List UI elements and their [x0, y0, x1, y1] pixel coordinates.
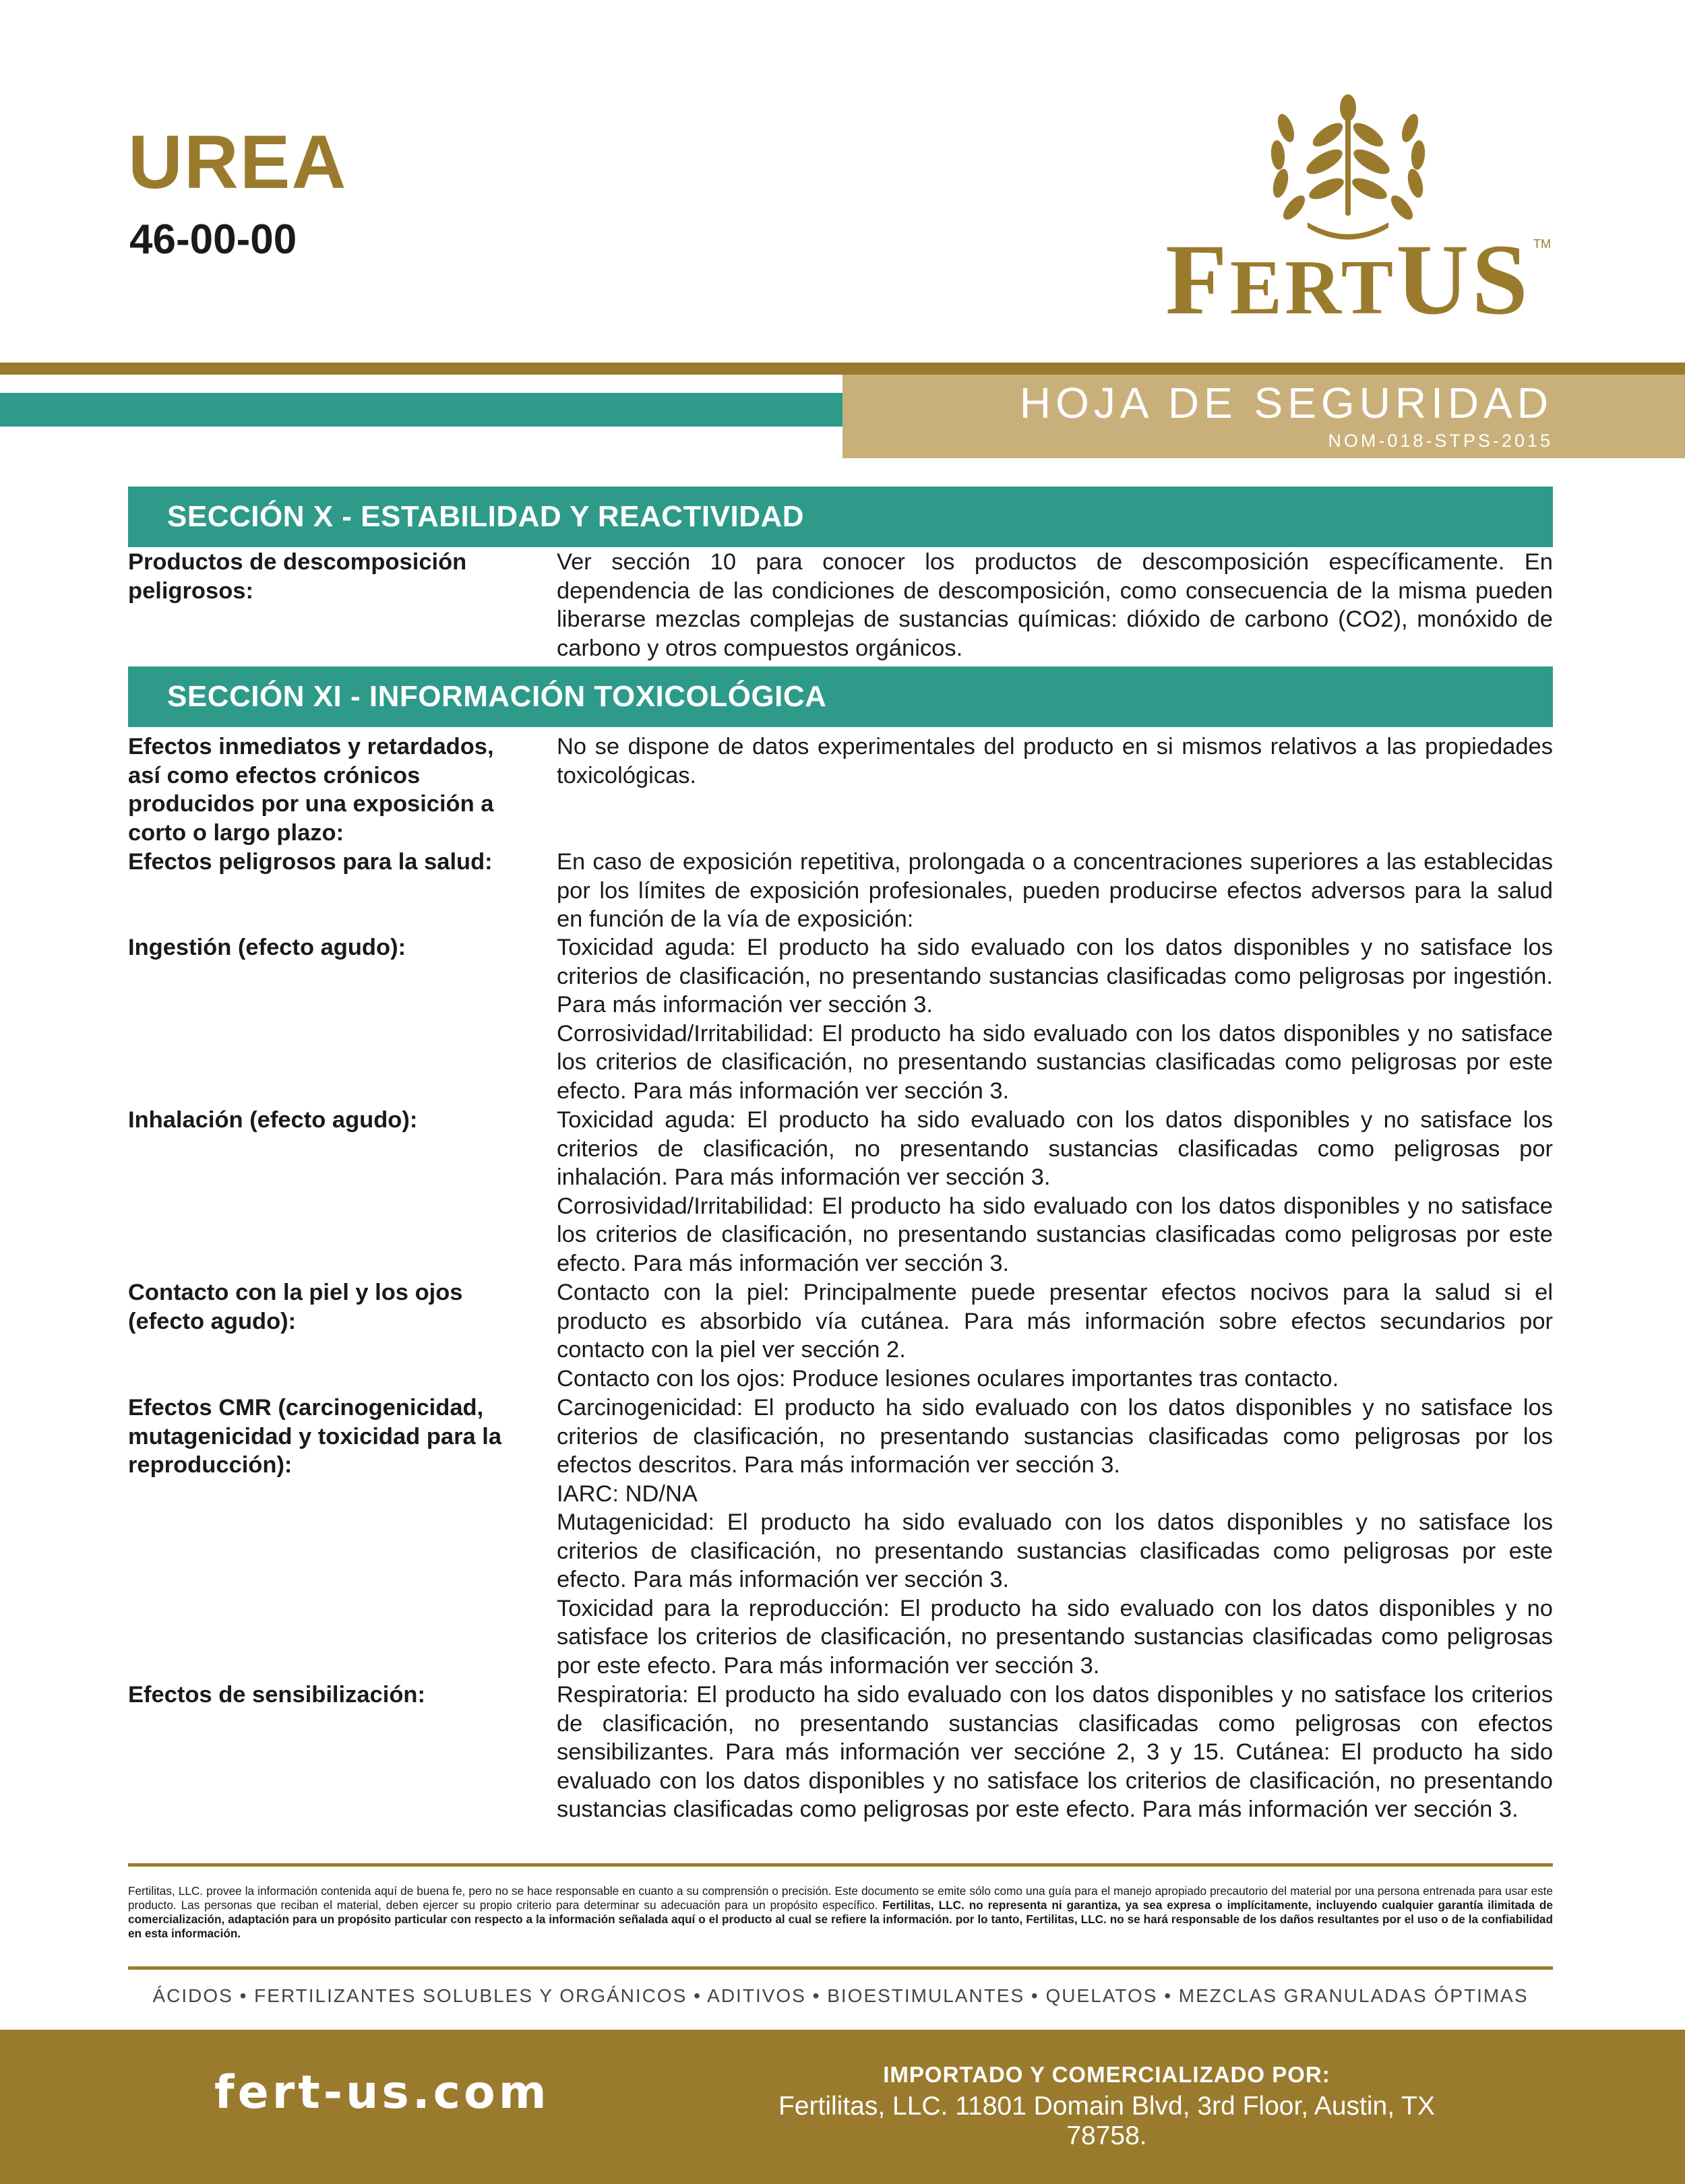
row-paragraph: Carcinogenicidad: El producto ha sido evaluado con los datos disponibles y no satisface los criterios de clasificación, no presentando sustancias clasificadas como peligrosas por los efectos descritos. Para más información ver sección 3.: [557, 1395, 1553, 1478]
laurel-plant-icon: [1260, 88, 1436, 243]
brand-wordmark: FERTUS: [1165, 224, 1531, 336]
row-paragraph: Corrosividad/Irritabilidad: El producto ha sido evaluado con los datos disponibles y no satisface los criterios de clasificación, no presentando sustancias clasificadas como peligrosas por este efecto. Para más información ver sección 3.: [557, 1020, 1553, 1104]
product-name: UREA: [128, 120, 348, 204]
disclaimer-bold: Fertilitas, LLC. no representa ni garantiza, ya sea expresa o implícitamente, incluyendo cualquier garantía ilimitada de comercialización, adaptación para un propósito particular con respecto a la información señalada aquí o el producto al cual se refiere la información. por lo tanto, Fertilitas, LLC. no se hará responsable de los daños resultantes por el uso o de la confiabilidad en esta información.: [128, 1898, 1553, 1940]
trademark-mark: TM: [1533, 237, 1551, 251]
row-value: [557, 1106, 1553, 1278]
brand-logo: [1146, 88, 1551, 336]
product-tagline: ÁCIDOS • FERTILIZANTES SOLUBLES Y ORGÁNICOS • ADITIVOS • BIOESTIMULANTES • QUELATOS • MEZCLAS GRANULADAS ÓPTIMAS: [152, 1985, 1529, 2006]
row-value: [557, 732, 1553, 790]
row-paragraph: Toxicidad para la reproducción: El producto ha sido evaluado con los datos disponibles y no satisface los criterios de clasificación, no presentando sustancias clasificadas como peligrosas por este efecto. Para más información ver sección 3.: [557, 1595, 1553, 1679]
website-link[interactable]: fert-us.com: [214, 2066, 550, 2119]
row-label: Productos de descomposición peligrosos:: [128, 549, 467, 604]
row-value: [557, 1681, 1553, 1824]
row-paragraph: Contacto con los ojos: Produce lesiones oculares importantes tras contacto.: [557, 1365, 1339, 1392]
row-value: [557, 1278, 1553, 1393]
section-xi-header: SECCIÓN XI - INFORMACIÓN TOXICOLÓGICA: [128, 666, 1553, 727]
row-paragraph: Toxicidad aguda: El producto ha sido evaluado con los datos disponibles y no satisface los criterios de clasificación, no presentando sustancias clasificadas como peligrosas por inhalación. Para más información ver sección 3.: [557, 1107, 1553, 1190]
row-paragraph: Respiratoria: El producto ha sido evaluado con los datos disponibles y no satisface los criterios de clasificación, no presentando sustancias clasificadas como peligrosas con efectos sensibilizantes. Para más información ver seccióne 2, 3 y 15. Cutánea: El producto ha sido evaluado con los datos disponibles y no satisface los criterios de clasificación, no presentando sustancias clasificadas como peligrosas por este efecto. Para más información ver sección 3.: [557, 1682, 1553, 1822]
importer-heading: IMPORTADO Y COMERCIALIZADO POR:: [883, 2062, 1330, 2087]
header-teal-band: [0, 393, 842, 427]
row-label: Efectos CMR (carcinogenicidad, mutagenicidad y toxicidad para la reproducción):: [128, 1395, 502, 1478]
row-paragraph: Contacto con la piel: Principalmente puede presentar efectos nocivos para la salud si el producto es absorbido vía cutánea. Para más información sobre efectos secundarios por contacto con la piel ver sección 2.: [557, 1280, 1553, 1363]
legal-disclaimer: [128, 1884, 1553, 1941]
row-paragraph: Corrosividad/Irritabilidad: El producto ha sido evaluado con los datos disponibles y no satisface los criterios de clasificación, no presentando sustancias clasificadas como peligrosas por este efecto. Para más información ver sección 3.: [557, 1193, 1553, 1276]
row-paragraph: Ver sección 10 para conocer los productos de descomposición específicamente. En dependencia de las condiciones de descomposición, como consecuencia de la misma pueden liberarse mezclas complejas de sustancias químicas: dióxido de carbono (CO2), monóxido de carbono y otros compuestos orgánicos.: [557, 549, 1553, 661]
header-gold-rule: [0, 363, 1685, 375]
importer-address: Fertilitas, LLC. 11801 Domain Blvd, 3rd Floor, Austin, TX 78758.: [778, 2092, 1435, 2150]
row-label: Efectos inmediatos y retardados, así como efectos crónicos producidos por una exposición a corto o largo plazo:: [128, 734, 494, 846]
product-grade: 46-00-00: [129, 216, 297, 263]
row-paragraph: Mutagenicidad: El producto ha sido evaluado con los datos disponibles y no satisface los criterios de clasificación, no presentando sustancias clasificadas como peligrosas por este efecto. Para más información ver sección 3.: [557, 1509, 1553, 1592]
row-label: Ingestión (efecto agudo):: [128, 935, 406, 960]
row-paragraph: IARC: ND/NA: [557, 1480, 698, 1507]
row-label: Efectos peligrosos para la salud:: [128, 849, 493, 875]
doc-title: HOJA DE SEGURIDAD: [1019, 379, 1553, 427]
section-x-header: SECCIÓN X - ESTABILIDAD Y REACTIVIDAD: [128, 487, 1553, 547]
row-label: Inhalación (efecto agudo):: [128, 1107, 418, 1133]
row-value: [557, 933, 1553, 1105]
row-label: Efectos de sensibilización:: [128, 1682, 425, 1708]
footer-rule-bottom: [128, 1966, 1553, 1970]
row-value: [557, 1394, 1553, 1680]
row-value: [557, 548, 1553, 662]
row-paragraph: Toxicidad aguda: El producto ha sido evaluado con los datos disponibles y no satisface los criterios de clasificación, no presentando sustancias clasificadas como peligrosas por ingestión. Para más información ver sección 3.: [557, 935, 1553, 1018]
disclaimer-regular: Fertilitas, LLC. provee la información contenida aquí de buena fe, pero no se hace responsable en cuanto a su comprensión o precisión. Este documento se emite sólo como una guía para el manejo apropiado precautorio del material por una persona entrenada para usar este producto. Las personas que reciban el material, deben ejercer su propio criterio para determinar su adecuación para un propósito específico.: [128, 1884, 1553, 1912]
row-paragraph: En caso de exposición repetitiva, prolongada o a concentraciones superiores a las establecidas por los límites de exposición profesionales, pueden producirse efectos adversos para la salud en función de la vía de exposición:: [557, 849, 1553, 932]
row-value: [557, 848, 1553, 934]
footer-rule-top: [128, 1863, 1553, 1867]
row-label: Contacto con la piel y los ojos (efecto agudo):: [128, 1280, 463, 1334]
doc-subtitle: NOM-018-STPS-2015: [1328, 431, 1553, 451]
row-paragraph: No se dispone de datos experimentales del producto en si mismos relativos a las propiedades toxicológicas.: [557, 734, 1553, 788]
